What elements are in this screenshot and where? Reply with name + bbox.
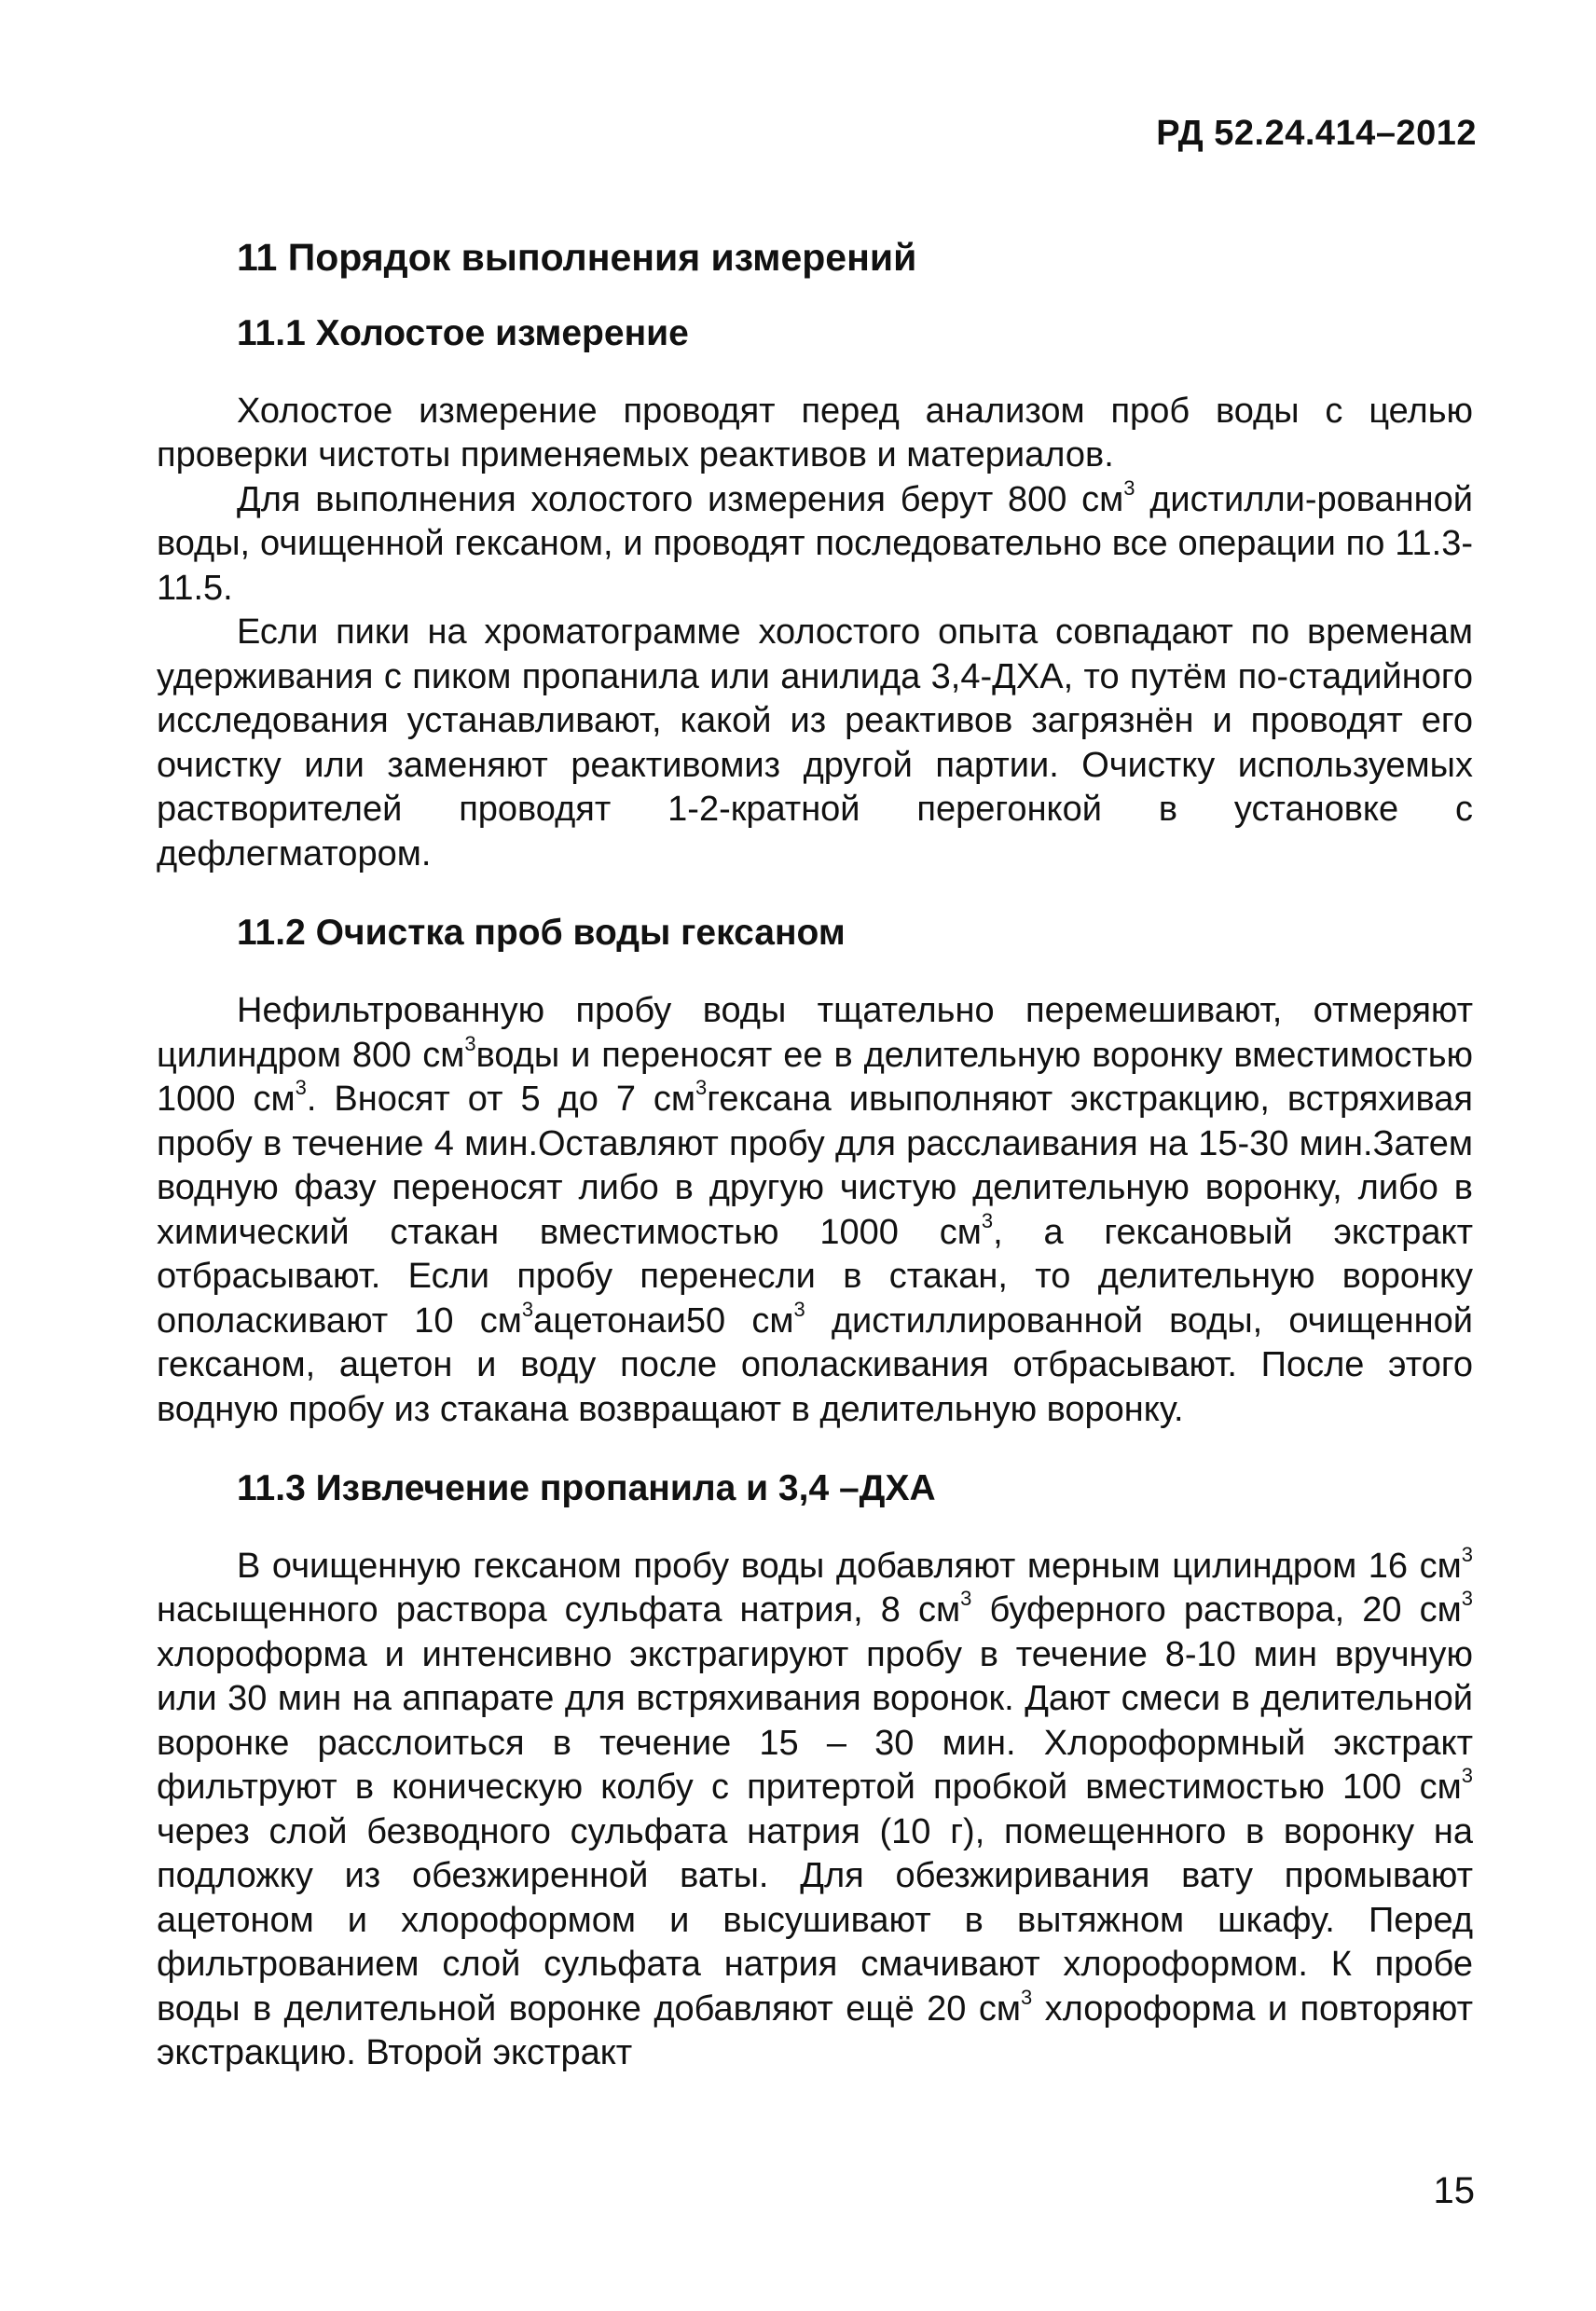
subsection-title-11-2: 11.2 Очистка проб воды гексаном bbox=[237, 913, 846, 954]
page-number: 15 bbox=[1433, 2170, 1475, 2211]
subsection-title-11-1: 11.1 Холостое измерение bbox=[237, 313, 689, 354]
subsection-title-11-3: 11.3 Извлечение пропанила и 3,4 –ДХА bbox=[237, 1468, 936, 1509]
paragraph: Холостое измерение проводят перед анализом проб воды с целью проверки чистоты применяемых реактивов и материалов. bbox=[157, 391, 1473, 475]
paragraph: Для выполнения холостого измерения берут 800 $см^3$ дистилли-рованной воды, очищенной гексаном, и проводят последовательно все операции по 11.3-11.5. bbox=[157, 475, 1473, 608]
paragraph: Если пики на хроматограмме холостого опыта совпадают по временам удерживания с пиком пропанила или анилида 3,4-ДХА, то путём по-стадийного исследования устанавливают, какой из реактивов загрязнён и проводят его очистку или заменяют реактивомиз другой партии. Очистку используемых растворителей проводят 1-2-кратной перегонкой в установке с дефлегматором. bbox=[157, 612, 1473, 874]
paragraph: В очищенную гексаном пробу воды добавляют мерным цилиндром 16 $см^3$ насыщенного раствора сульфата натрия, 8 $см^3$ буферного раствора, 20 $см^3$ хлороформа и интенсивно экстрагируют пробу в течение 8-10 мин вручную или 30 мин на аппарате для встряхивания воронок. Дают смеси в делительной воронке расслоиться в течение 15 – 30 мин. Хлороформный экстракт фильтруют в коническую колбу с притертой пробкой вместимостью 100 $см^3$ через слой безводного сульфата натрия (10 г), помещенного в воронку на подложку из обезжиренной ваты. Для обезжиривания вату промывают ацетоном и хлороформом и высушивают в вытяжном шкафу. Перед фильтрованием слой сульфата натрия смачивают хлороформом. К пробе воды в делительной воронке добавляют ещё 20 $см^3$ хлороформа и повторяют экстракцию. Второй экстракт bbox=[157, 1542, 1474, 2073]
document-code: РД 52.24.414–2012 bbox=[1156, 114, 1477, 153]
paragraph: Нефильтрованную пробу воды тщательно перемешивают, отмеряют цилиндром 800 $см^3воды$ и переносят ее в делительную воронку вместимостью 1000 $см^3$. Вносят от 5 до 7 $см^3гексана$ ивыполняют экстракцию, встряхивая пробу в течение 4 мин.Оставляют пробу для расслаивания на 15-30 мин.Затем водную фазу переносят либо в другую чистую делительную воронку, либо в химический стакан вместимостью 1000 $см^3$, а гексановый экстракт отбрасывают. Если пробу перенесли в стакан, то делительную воронку ополаскивают 10 $см^3ацетонаи50$ $см^3$ дистиллированной воды, очищенной гексаном, ацетон и воду после ополаскивания отбрасывают. После этого водную пробу из стакана возвращают в делительную воронку. bbox=[157, 991, 1474, 1429]
page-content bbox=[157, 233, 1473, 2076]
section-title: 11 Порядок выполнения измерений bbox=[237, 236, 917, 279]
